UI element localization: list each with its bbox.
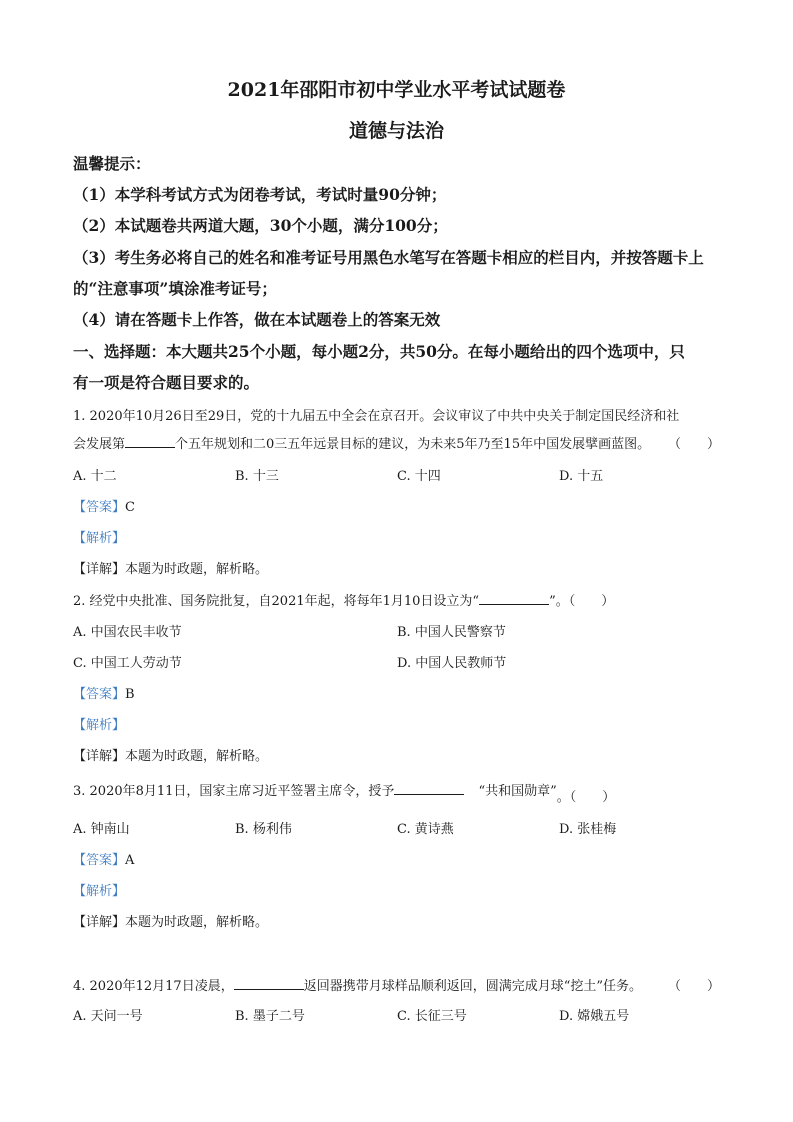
option-d: D. 十五 [559, 469, 604, 484]
tips-heading: 温馨提示： [73, 154, 151, 173]
answer-paren: （ ） [667, 979, 720, 994]
question-1-stem-cont [73, 433, 650, 452]
answer-value: B [125, 687, 135, 702]
detail-label: 【详解】 [73, 915, 126, 930]
option-b: B. 墨子二号 [235, 1009, 305, 1024]
option-b: B. 十三 [235, 469, 279, 484]
answer-value: C [125, 500, 135, 515]
answer-line [73, 496, 135, 515]
option-a: A. 钟南山 [73, 822, 130, 837]
option-c: C. 黄诗燕 [397, 822, 454, 837]
answer-paren: （ ） [667, 437, 720, 452]
stem-text: 。（ ） [556, 790, 616, 805]
analysis-label: 【解析】 [73, 718, 126, 733]
question-4-stem [73, 975, 642, 994]
tip-line: 的“注意事项”填涂准考证号； [73, 279, 277, 298]
section-heading-cont: 有一项是符合题目要求的。 [73, 373, 260, 392]
tip-line: （3）考生务必将自己的姓名和准考证号用黑色水笔写在答题卡相应的栏目内，并按答题卡上 [73, 248, 704, 267]
option-c: C. 十四 [397, 469, 441, 484]
fill-blank [234, 977, 304, 990]
detail-label: 【详解】 [73, 562, 126, 577]
option-c: C. 中国工人劳动节 [73, 656, 182, 671]
detail-text: 本题为时政题，解析略。 [125, 915, 269, 930]
answer-value: A [125, 853, 135, 868]
detail-line [73, 558, 268, 577]
stem-text: 4. 2020年12月17日凌晨， [73, 979, 234, 994]
detail-text: 本题为时政题，解析略。 [125, 749, 269, 764]
answer-label: 【答案】 [73, 853, 126, 868]
page-title: 2021年邵阳市初中学业水平考试试题卷 [227, 79, 566, 101]
stem-text: ”。（ ） [549, 594, 615, 609]
answer-label: 【答案】 [73, 687, 126, 702]
option-a: A. 中国农民丰收节 [73, 625, 182, 640]
page-subtitle: 道德与法治 [348, 120, 444, 142]
answer-line [73, 849, 134, 868]
fill-blank [125, 435, 175, 448]
option-b: B. 中国人民警察节 [397, 625, 506, 640]
stem-text: 个五年规划和二0三五年远景目标的建议，为未来5年乃至15年中国发展擘画蓝图。 [175, 437, 651, 452]
option-b: B. 杨利伟 [235, 822, 292, 837]
tip-line: （4）请在答题卡上作答，做在本试题卷上的答案无效 [73, 310, 441, 329]
fill-blank [394, 782, 464, 795]
detail-line [73, 745, 268, 764]
stem-text: “共和国勋章” [478, 784, 557, 799]
stem-text: 2. 经党中央批准、国务院批复，自2021年起，将每年1月10日设立为“ [73, 594, 480, 609]
analysis-label: 【解析】 [73, 531, 126, 546]
question-2-stem [73, 590, 614, 609]
section-heading: 一、选择题：本大题共25个小题，每小题2分，共50分。在每小题给出的四个选项中，只 [73, 342, 685, 361]
detail-label: 【详解】 [73, 749, 126, 764]
detail-text: 本题为时政题，解析略。 [125, 562, 269, 577]
answer-label: 【答案】 [73, 500, 126, 515]
option-d: D. 张桂梅 [559, 822, 617, 837]
option-a: A. 十二 [73, 469, 117, 484]
answer-line [73, 683, 135, 702]
detail-line [73, 911, 268, 930]
stem-text: 返回器携带月球样品顺利返回，圆满完成月球“挖土”任务。 [303, 979, 643, 994]
tip-line: （2）本试题卷共两道大题，30个小题，满分100分； [73, 216, 448, 235]
analysis-label: 【解析】 [73, 884, 126, 899]
option-d: D. 中国人民教师节 [397, 656, 507, 671]
stem-text: 3. 2020年8月11日，国家主席习近平签署主席令，授予 [73, 784, 395, 799]
stem-text: 会发展第 [73, 437, 126, 452]
option-a: A. 天问一号 [73, 1009, 143, 1024]
option-c: C. 长征三号 [397, 1009, 467, 1024]
fill-blank [479, 592, 549, 605]
option-d: D. 嫦娥五号 [559, 1009, 630, 1024]
question-1-stem: 1. 2020年10月26日至29日，党的十九届五中全会在京召开。会议审议了中共中央关于制定国民经济和社 [73, 409, 680, 424]
question-3-stem [73, 780, 616, 805]
tip-line: （1）本学科考试方式为闭卷考试，考试时量90分钟； [73, 185, 447, 204]
